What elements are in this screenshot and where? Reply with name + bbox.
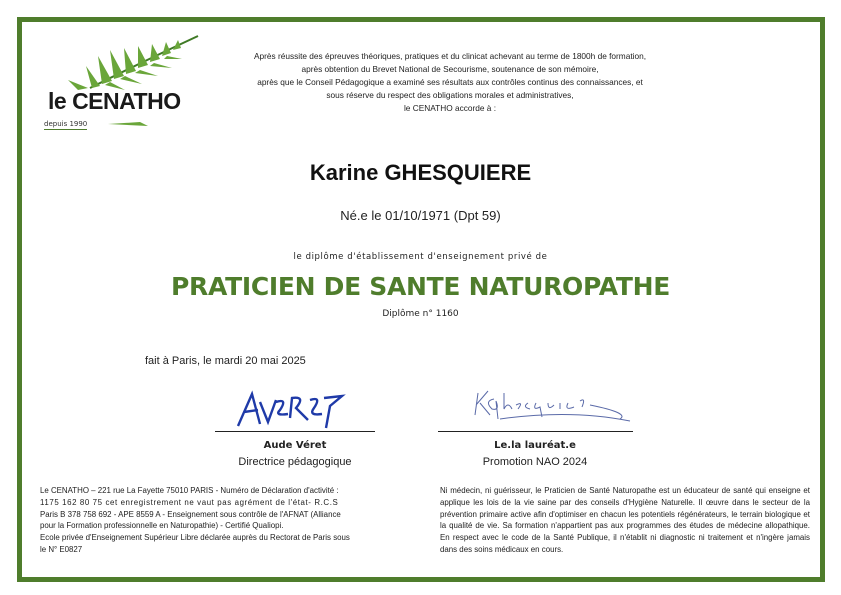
logo-tagline: depuis 1990: [44, 120, 88, 128]
logo-wordmark: le CENATHO: [48, 88, 181, 114]
intro-line: Après réussite des épreuves théoriques, pratiques et du clinicat achevant au terme de 1800h de formation,: [253, 51, 647, 61]
intro-line: après obtention du Brevet National de Secourisme, soutenance de son mémoire,: [301, 64, 599, 74]
director-name: Aude Véret: [263, 440, 327, 451]
legal-line: pour la Formation professionnelle en Naturopathie) - Certifié Qualiopi.: [40, 521, 284, 531]
intro-line: sous réserve du respect des obligations morales et administratives,: [326, 90, 574, 100]
legal-line: Le CENATHO – 221 rue La Fayette 75010 PARIS - Numéro de Déclaration d'activité :: [40, 486, 339, 495]
director-role: Directrice pédagogique: [238, 456, 352, 468]
legal-line: le N° E0827: [40, 544, 83, 554]
birth-info: Né.e le 01/10/1971 (Dpt 59): [340, 208, 501, 223]
intro-line: après que le Conseil Pédagogique a examiné ses résultats aux contrôles continus des connaissances, et: [257, 77, 643, 87]
school-legal-info: [40, 485, 395, 556]
diploma-number: Diplôme n° 1160: [382, 309, 459, 319]
legal-line: 1175 162 80 75 cet enregistrement ne vaut pas agrément de l'état- R.C.S: [40, 497, 339, 507]
intro-line: le CENATHO accorde à :: [403, 103, 497, 113]
graduate-promotion: Promotion NAO 2024: [482, 456, 588, 468]
diploma-title: PRATICIEN DE SANTE NATUROPATHE: [170, 272, 670, 301]
signature-line: [215, 431, 375, 432]
graduate-signature-icon: [470, 385, 640, 430]
legal-line: Ecole privée d'Enseignement Supérieur Libre déclarée auprès du Rectorat de Paris sous: [40, 533, 350, 543]
signature-line: [438, 431, 633, 432]
legal-line: Paris B 378 758 692 - APE 8559 A - Enseignement sous contrôle de l'AFNAT (Alliance: [40, 509, 341, 519]
graduate-label: Le.la lauréat.e: [494, 440, 576, 451]
intro-text: [215, 50, 685, 115]
director-signature-icon: [230, 388, 350, 433]
recipient-name: Karine GHESQUIERE: [309, 160, 532, 185]
grants-text: le diplôme d'établissement d'enseignement privé de: [293, 252, 548, 262]
profession-disclaimer: Ni médecin, ni guérisseur, le Praticien de Santé Naturopathe est un éducateur de santé qui enseigne et applique les lois de la vie saine par des conseils d'Hygiène Naturelle. Il œuvre dans le secteur de la prévention primaire active afin d'optimiser en chacun les potentiels régénérateurs, le terrain biologique et la qualité de vie. Sa formation n'appartient pas aux programmes des études de médecine allopathique. En respect avec le code de la Santé Publique, il n'établit ni diagnostic ni traitement et n'ingère jamais dans des soins médicaux en cours.: [440, 486, 810, 554]
place-date: fait à Paris, le mardi 20 mai 2025: [145, 355, 306, 367]
